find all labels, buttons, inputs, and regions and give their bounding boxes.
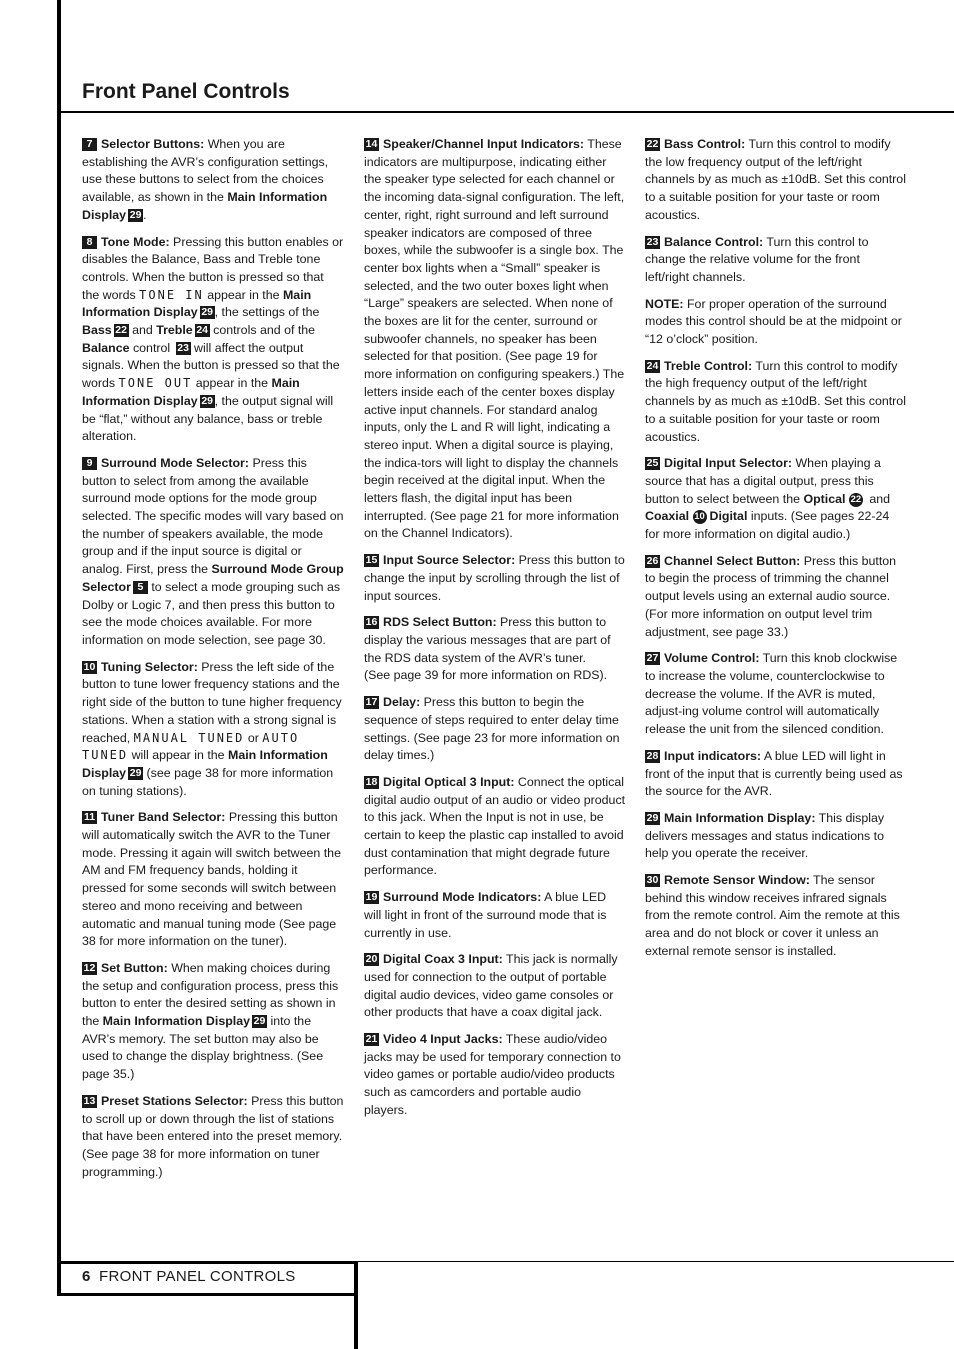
item-heading: Input Source Selector: xyxy=(383,553,516,568)
item-text: Press this button to select from among the available surround mode options for the mode group selected. The specific modes will vary based on the number of speakers available, the mode group and if the input source is digital or analog. First, press the xyxy=(82,455,344,577)
item-ref: Main Information Display xyxy=(82,190,328,222)
item-ref: Main Information Display xyxy=(82,748,328,780)
item-balance-control xyxy=(645,234,907,287)
item-text: Turn this control to modify the low frequency output of the left/right channels by as much as ±10dB. Set this control to a suitable position for your taste or room acoustics. xyxy=(645,137,906,222)
item-delay xyxy=(364,694,626,765)
item-ref: Bass xyxy=(82,323,112,338)
item-text: and xyxy=(128,323,157,338)
item-tuning-selector xyxy=(82,659,344,801)
item-text: This jack is normally used for connection to the output of portable digital audio devices, video game consoles or other products that have a coax digital jack. xyxy=(364,952,618,1020)
item-text: Press this button to begin the process of trimming the channel output levels using an external audio source. xyxy=(645,553,897,604)
item-text: into the AVR’s memory. The set button may also be used to change the display brightness. (See page 35.) xyxy=(82,1014,324,1082)
item-heading: Tone Mode: xyxy=(101,234,170,249)
note-heading: NOTE: xyxy=(645,296,684,311)
item-set-button xyxy=(82,960,344,1084)
item-ref: Coaxial xyxy=(645,509,690,524)
item-heading: Volume Control: xyxy=(664,651,760,666)
callout-number: 14 xyxy=(365,138,378,150)
item-text: or xyxy=(244,730,263,745)
callout-number: 29 xyxy=(129,208,142,221)
item-heading: Surround Mode Selector: xyxy=(101,455,250,470)
item-volume-control xyxy=(645,650,907,739)
page-title: Front Panel Controls xyxy=(82,80,290,103)
callout-number: 30 xyxy=(646,874,659,887)
callout-number: 16 xyxy=(365,616,378,629)
item-text: Connect the optical digital audio output of an audio or video product to this jack. When the Input is not in use, be certain to keep the plastic cap installed to avoid dust contamination that might degrade future performance. xyxy=(364,774,626,878)
item-heading: Digital Optical 3 Input: xyxy=(383,774,515,789)
callout-number: 7 xyxy=(82,138,97,151)
item-selector-buttons xyxy=(82,136,344,225)
callout-number: 21 xyxy=(365,1033,378,1046)
item-text: appear in the xyxy=(192,376,272,391)
callout-number: 10 xyxy=(83,660,96,673)
item-text: will appear in the xyxy=(128,748,228,763)
item-heading: Remote Sensor Window: xyxy=(664,873,810,888)
callout-number: 23 xyxy=(177,341,189,354)
item-ref: Digital xyxy=(709,509,748,524)
item-input-source-selector xyxy=(364,552,626,605)
column-left xyxy=(82,136,344,1190)
item-heading: Channel Select Button: xyxy=(664,553,801,568)
item-text: This display delivers messages and status indications to help you operate the receiver. xyxy=(645,810,885,861)
callout-number: 9 xyxy=(82,457,97,470)
callout-number: 17 xyxy=(365,696,378,709)
column-right xyxy=(645,136,907,970)
item-heading: Speaker/Channel Input Indicators: xyxy=(383,137,585,151)
item-text: Turn this knob clockwise to increase the volume, counterclockwise to decrease the volume. If the AVR is muted, adjust-ing volume control will automatically release the unit from the silenced condition. xyxy=(645,651,898,737)
item-bass-control xyxy=(645,136,907,225)
callout-number: 15 xyxy=(365,554,378,567)
display-message: AUTO TUNED xyxy=(82,730,300,763)
callout-number: 20 xyxy=(365,953,378,966)
callout-number: 23 xyxy=(646,235,659,248)
item-text: and xyxy=(865,491,891,506)
item-heading: Delay: xyxy=(383,695,421,710)
item-text: A blue LED will light in front of the surround mode that is currently in use. xyxy=(364,890,607,940)
item-text: Press this button to begin the sequence of steps required to enter delay time settings. (See page 23 for more information on delay times.) xyxy=(364,695,620,763)
page-number: 6 xyxy=(82,1268,91,1285)
callout-number: 5 xyxy=(133,581,148,594)
left-margin-rule xyxy=(57,0,61,1296)
item-text: When playing a source that has a digital output, press this button to select between the xyxy=(645,456,881,506)
item-ref: Optical xyxy=(803,491,846,506)
item-channel-select-button xyxy=(645,553,907,642)
item-rds-select-button xyxy=(364,614,626,685)
callout-number: 24 xyxy=(196,324,209,337)
item-speaker-channel-indicators xyxy=(364,136,626,543)
item-text: to select a mode grouping such as Dolby or Logic 7, and then press this button to see the mode choices available. For more information on mode selection, see page 30. xyxy=(82,579,341,647)
item-text: controls and of the xyxy=(209,323,316,338)
item-heading: Selector Buttons: xyxy=(101,137,205,151)
item-text: A blue LED will light in front of the input that is currently being used as the source for the AVR. xyxy=(645,748,903,799)
item-text: , the output signal will be “flat,” without any balance, bass or treble alteration. xyxy=(82,393,334,444)
item-heading: Main Information Display: xyxy=(664,810,816,825)
callout-number: 27 xyxy=(646,652,659,665)
callout-number: 11 xyxy=(83,811,96,824)
item-treble-control xyxy=(645,358,907,447)
display-message: TONE IN xyxy=(139,287,204,302)
item-ref: Surround Mode Group Selector xyxy=(82,562,344,594)
item-heading: Input indicators: xyxy=(664,748,762,763)
item-input-indicators xyxy=(645,748,907,801)
title-underline xyxy=(57,111,954,113)
callout-number: 29 xyxy=(646,811,659,824)
rear-panel-callout: 10 xyxy=(694,511,705,523)
callout-number: 19 xyxy=(365,891,378,904)
item-preset-stations-selector xyxy=(82,1093,344,1182)
note xyxy=(645,296,907,349)
callout-number: 29 xyxy=(129,766,142,779)
item-tuner-band-selector xyxy=(82,809,344,951)
item-remote-sensor-window xyxy=(645,872,907,961)
item-tone-mode xyxy=(82,234,344,446)
callout-number: 12 xyxy=(83,961,96,974)
item-text: (See page 39 for more information on RDS). xyxy=(364,668,608,683)
display-message: TONE OUT xyxy=(118,376,193,391)
item-ref: Balance xyxy=(82,340,130,355)
note-text: For proper operation of the surround modes this control should be at the midpoint or “12 o’clock” position. xyxy=(645,296,902,347)
item-text: The sensor behind this window receives infrared signals from the remote control. Aim the remote at this area and do not block or cover it unless an external remote sensor is installed. xyxy=(645,873,900,958)
item-text: , the settings of the xyxy=(214,305,320,320)
item-text: Press this button to change the input by scrolling through the list of input sources. xyxy=(364,553,625,603)
item-surround-mode-selector xyxy=(82,455,344,650)
item-text: will affect the output signals. When the button is pressed so that the words xyxy=(82,340,340,391)
callout-number: 18 xyxy=(365,775,378,788)
callout-number: 24 xyxy=(646,359,659,372)
callout-number: 13 xyxy=(83,1094,96,1107)
footer-section-title: FRONT PANEL CONTROLS xyxy=(99,1268,296,1285)
callout-number: 28 xyxy=(646,749,659,762)
footer-box-bottom xyxy=(57,1293,358,1296)
item-heading: Digital Coax 3 Input: xyxy=(383,952,503,967)
item-video-4-input-jacks xyxy=(364,1031,626,1120)
callout-number: 8 xyxy=(82,236,97,249)
column-middle xyxy=(364,136,626,1129)
item-heading: Bass Control: xyxy=(664,137,746,151)
item-text: Press the left side of the button to tune lower frequency stations and the right side of the button to tune higher frequency stations. When a station with a strong signal is reached, xyxy=(82,659,342,745)
item-text: When you are establishing the AVR’s configuration settings, use these buttons to select from the choices available, as shown in the xyxy=(82,137,329,205)
item-ref: Main Information Display xyxy=(82,287,312,320)
item-text: These indicators are multipurpose, indicating either the speaker type selected for each channel or the incoming data-signal configuration. The left, center, right, right surround and left surround speaker indicators are composed of three boxes, while the subwoofer is a single box. The center box lights when a “Small” speaker is selected, and the two outer boxes light when “Large” speakers are selected. When none of the boxes are lit for the center, surround or subwoofer channels, no speaker has been selected for that position. (See page 19 for more information on configuring speakers.) The letters inside each of the center boxes display active input channels. For standard analog inputs, only the L and R will light, indicating a stereo input. When a digital source is playing, the indica-tors will light to display the channels begin received at the digital input. When the letters flash, the digital input has been interrupted. (See page 21 for more information on the Channel Indicators). xyxy=(364,137,625,541)
display-message: MANUAL TUNED xyxy=(133,730,245,745)
item-surround-mode-indicators xyxy=(364,889,626,942)
callout-number: 22 xyxy=(115,324,127,337)
item-ref: Main Information Display xyxy=(102,1014,250,1029)
item-text: Pressing this button will automatically switch the AVR to the Tuner mode. Pressing it again will switch between the AM and FM frequency bands, holding it pressed for some seconds will switch between stereo and mono receiving and between automatic and manual tuning mode (See page 38 for more information on the tuner). xyxy=(82,810,341,949)
item-text: (see page 38 for more information on tuning stations). xyxy=(82,765,334,798)
item-ref: Treble xyxy=(156,323,193,338)
item-text: (For more information on output level trim adjustment, see page 33.) xyxy=(645,606,873,639)
item-heading: Treble Control: xyxy=(664,358,753,373)
item-heading: Balance Control: xyxy=(664,234,764,249)
item-text: These audio/video jacks may be used for temporary connection to video games or portable audio/video products such as camcorders and portable audio players. xyxy=(364,1032,621,1117)
item-digital-input-selector xyxy=(645,455,907,544)
footer-divider xyxy=(354,1261,358,1349)
callout-number: 25 xyxy=(646,457,659,470)
item-text: Pressing this button enables or disables the Balance, Bass and Treble tone controls. When the button is pressed so that the words xyxy=(82,234,344,302)
callout-number: 22 xyxy=(646,138,659,150)
item-heading: Preset Stations Selector: xyxy=(101,1093,248,1108)
item-text: When making choices during the setup and configuration process, press this button to enter the desired setting as shown in the xyxy=(82,960,339,1029)
item-main-information-display xyxy=(645,810,907,863)
item-text: Turn this control to modify the high frequency output of the left/right channels by as much as ±10dB. Set this control to a suitable position for your taste or room acoustics. xyxy=(645,358,906,444)
footer-box-top xyxy=(57,1261,358,1264)
callout-number: 26 xyxy=(646,554,659,567)
item-text: Turn this control to change the relative volume for the front left/right channels. xyxy=(645,234,869,284)
item-text: appear in the xyxy=(203,287,283,302)
item-heading: Tuning Selector: xyxy=(101,659,198,674)
item-text: control xyxy=(129,340,174,355)
item-heading: Video 4 Input Jacks: xyxy=(383,1032,503,1047)
callout-number: 29 xyxy=(253,1015,266,1028)
item-ref: Main Information Display xyxy=(82,376,300,408)
item-text: Press this button to display the various messages that are part of the RDS data system of the AVR’s tuner. xyxy=(364,615,611,665)
item-digital-coax-3-input xyxy=(364,951,626,1022)
item-heading: Set Button: xyxy=(101,960,168,975)
item-text: Press this button to scroll up or down through the list of stations that have been entered into the preset memory. (See page 38 for more information on tuner programming.) xyxy=(82,1093,344,1179)
item-heading: Surround Mode Indicators: xyxy=(383,890,542,905)
item-digital-optical-3-input xyxy=(364,774,626,880)
item-heading: RDS Select Button: xyxy=(383,615,497,630)
callout-number: 29 xyxy=(201,394,214,407)
item-text: . xyxy=(143,207,147,222)
item-text: inputs. (See pages 22-24 for more information on digital audio.) xyxy=(645,509,890,542)
rear-panel-callout: 22 xyxy=(850,493,862,505)
callout-number: 29 xyxy=(201,306,214,319)
item-heading: Digital Input Selector: xyxy=(664,456,793,471)
item-heading: Tuner Band Selector: xyxy=(101,810,226,825)
